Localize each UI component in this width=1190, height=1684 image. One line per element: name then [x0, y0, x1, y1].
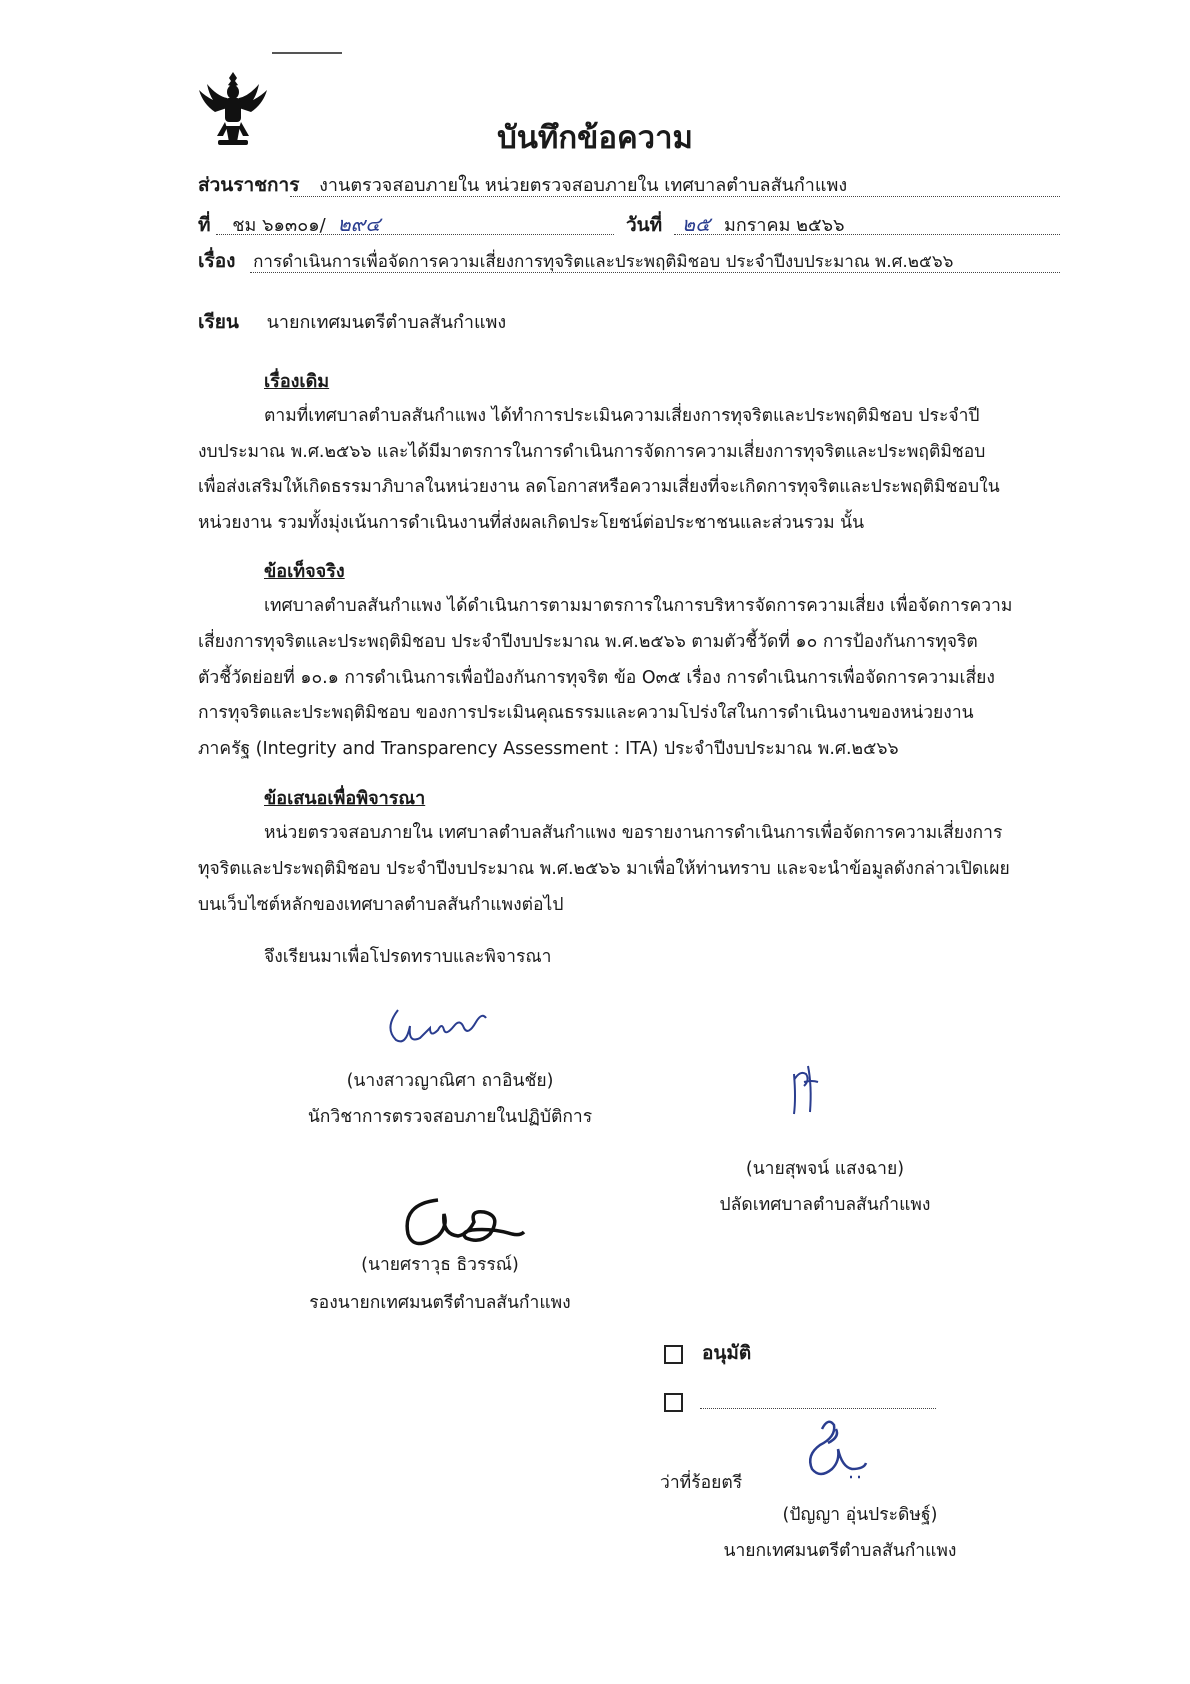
other-option-checkbox[interactable]	[664, 1393, 683, 1412]
facts-line-5: ภาครัฐ (Integrity and Transparency Assessment : ITA) ประจำปีงบประมาณ พ.ศ.๒๕๖๖	[198, 739, 899, 759]
to-label: เรียน	[198, 311, 239, 333]
auditor-name: (นางสาวญาณิศา ถาอินชัย)	[346, 1071, 554, 1091]
subject-dotline	[250, 272, 1060, 273]
date-rest: มกราคม ๒๕๖๖	[723, 215, 845, 236]
facts-heading: ข้อเท็จจริง	[264, 561, 345, 582]
approve-label: อนุมัติ	[702, 1342, 752, 1364]
facts-line-1: เทศบาลตำบลสันกำแพง ได้ดำเนินการตามมาตรการในการบริหารจัดการความเสี่ยง เพื่อจัดการความ	[264, 596, 1013, 616]
deputy-mayor-position: รองนายกเทศมนตรีตำบลสันกำแพง	[309, 1293, 571, 1313]
to-row	[198, 307, 506, 337]
other-option-dotline[interactable]	[700, 1408, 936, 1409]
approve-checkbox[interactable]	[664, 1345, 683, 1364]
mayor-position: นายกเทศมนตรีตำบลสันกำแพง	[723, 1541, 957, 1561]
auditor-position: นักวิชาการตรวจสอบภายในปฏิบัติการ	[307, 1107, 593, 1127]
mayor-name: (ปัญญา อุ่นประดิษฐ์)	[782, 1505, 938, 1525]
proposal-line-3: บนเว็บไซต์หลักของเทศบาลตำบลสันกำแพงต่อไป	[198, 895, 564, 915]
background-line-2: งบประมาณ พ.ศ.๒๕๖๖ และได้มีมาตรการในการดำเนินการจัดการความเสี่ยงการทุจริตและประพฤติมิชอบ	[198, 442, 986, 462]
clerk-name: (นายสุพจน์ แสงฉาย)	[745, 1159, 905, 1179]
clerk-position: ปลัดเทศบาลตำบลสันกำแพง	[719, 1195, 931, 1215]
background-heading: เรื่องเดิม	[264, 371, 330, 392]
date-label: วันที่	[626, 214, 663, 236]
mayor-rank-prefix: ว่าที่ร้อยตรี	[660, 1473, 743, 1493]
agency-label: ส่วนราชการ	[198, 174, 300, 196]
top-rule	[272, 52, 342, 54]
ref-prefix: ชม ๖๑๓๐๑/	[232, 215, 326, 236]
date-day-handwritten: ๒๕	[681, 212, 711, 236]
closing-line: จึงเรียนมาเพื่อโปรดทราบและพิจารณา	[264, 947, 552, 967]
proposal-heading: ข้อเสนอเพื่อพิจารณา	[264, 788, 426, 809]
facts-line-2: เสี่ยงการทุจริตและประพฤติมิชอบ ประจำปีงบประมาณ พ.ศ.๒๕๖๖ ตามตัวชี้วัดที่ ๑๐ การป้องกันการทุจริต	[198, 632, 978, 652]
subject-label: เรื่อง	[198, 250, 236, 272]
facts-line-3: ตัวชี้วัดย่อยที่ ๑๐.๑ การดำเนินการเพื่อป้องกันการทุจริต ข้อ O๓๕ เรื่อง การดำเนินการเพื่อจัดการความเสี่ยง	[198, 668, 995, 688]
proposal-line-1: หน่วยตรวจสอบภายใน เทศบาลตำบลสันกำแพง ขอรายงานการดำเนินการเพื่อจัดการความเสี่ยงการ	[264, 823, 1003, 843]
to-value: นายกเทศมนตรีตำบลสันกำแพง	[266, 312, 507, 333]
memo-title: บันทึกข้อความ	[497, 120, 693, 156]
deputy-mayor-name: (นายศราวุธ ธิวรรณ์)	[361, 1255, 519, 1275]
subject-value: การดำเนินการเพื่อจัดการความเสี่ยงการทุจริตและประพฤติมิชอบ ประจำปีงบประมาณ พ.ศ.๒๕๖๖	[253, 252, 954, 272]
ref-number-handwritten: ๒๙๔	[337, 212, 381, 236]
date-dotline	[674, 234, 1060, 235]
proposal-line-2: ทุจริตและประพฤติมิชอบ ประจำปีงบประมาณ พ.ศ.๒๕๖๖ มาเพื่อให้ท่านทราบ และจะนำข้อมูลดังกล่าวเปิดเผย	[198, 859, 1010, 879]
mayor-signature-icon	[792, 1415, 884, 1485]
agency-dotline	[290, 196, 1060, 197]
ref-label: ที่	[198, 214, 211, 236]
background-line-4: หน่วยงาน รวมทั้งมุ่งเน้นการดำเนินงานที่ส่งผลเกิดประโยชน์ต่อประชาชนและส่วนรวม นั้น	[198, 513, 865, 533]
deputy-mayor-signature-icon	[388, 1190, 528, 1254]
clerk-signature-icon	[786, 1060, 830, 1118]
auditor-signature-icon	[378, 1000, 508, 1052]
agency-value: งานตรวจสอบภายใน หน่วยตรวจสอบภายใน เทศบาลตำบลสันกำแพง	[319, 175, 848, 196]
background-line-1: ตามที่เทศบาลตำบลสันกำแพง ได้ทำการประเมินความเสี่ยงการทุจริตและประพฤติมิชอบ ประจำปี	[264, 406, 980, 426]
ref-dotline	[216, 234, 614, 235]
facts-line-4: การทุจริตและประพฤติมิชอบ ของการประเมินคุณธรรมและความโปร่งใสในการดำเนินงานของหน่วยงาน	[198, 703, 974, 723]
background-line-3: เพื่อส่งเสริมให้เกิดธรรมาภิบาลในหน่วยงาน ลดโอกาสหรือความเสี่ยงที่จะเกิดการทุจริตและประพฤติมิชอบใน	[198, 477, 1000, 497]
